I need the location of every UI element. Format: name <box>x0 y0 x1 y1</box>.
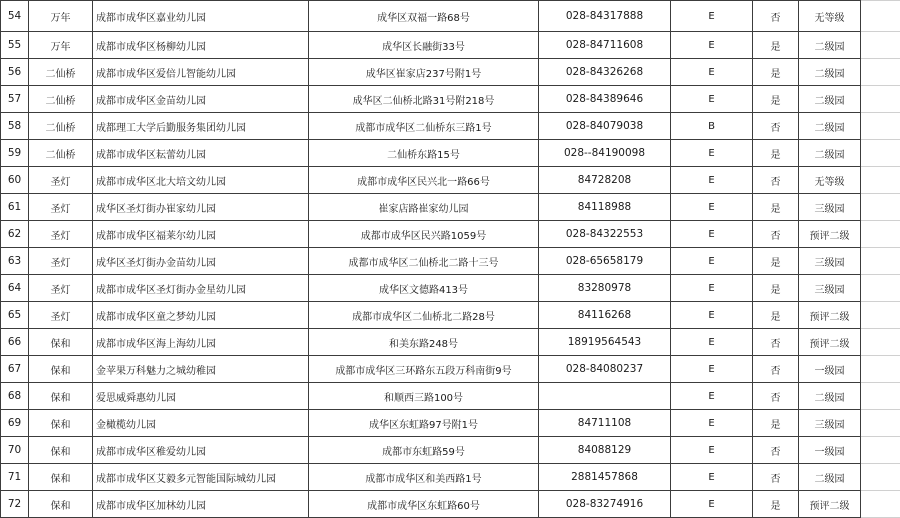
grade-level-cell: 二级园 <box>799 140 861 167</box>
empty-cell <box>861 32 900 59</box>
grade-level-cell: 无等级 <box>799 167 861 194</box>
phone-cell: 84711108 <box>539 410 671 437</box>
table-row <box>1 302 900 329</box>
table-row <box>1 491 900 518</box>
kindergarten-name-cell: 成华区圣灯街办崔家幼儿园 <box>93 194 309 221</box>
table-row <box>1 140 900 167</box>
row-number: 66 <box>1 329 29 356</box>
grade-level-cell: 预评二级 <box>799 491 861 518</box>
row-number: 65 <box>1 302 29 329</box>
kindergarten-name-cell: 成都市成华区耘蕾幼儿园 <box>93 140 309 167</box>
grade-level-cell: 二级园 <box>799 113 861 140</box>
street-cell: 保和 <box>29 464 93 491</box>
street-cell: 二仙桥 <box>29 59 93 86</box>
row-number: 57 <box>1 86 29 113</box>
kindergarten-name-cell: 成都市成华区福莱尔幼儿园 <box>93 221 309 248</box>
street-cell: 保和 <box>29 437 93 464</box>
yes-no-cell: 否 <box>753 1 799 32</box>
address-cell: 成都市成华区二仙桥东三路1号 <box>309 113 539 140</box>
kindergarten-name-cell: 金橄榄幼儿园 <box>93 410 309 437</box>
row-number: 64 <box>1 275 29 302</box>
street-cell: 圣灯 <box>29 248 93 275</box>
category-cell: E <box>671 140 753 167</box>
kindergarten-name-cell: 成华区圣灯街办金苗幼儿园 <box>93 248 309 275</box>
category-cell: E <box>671 275 753 302</box>
street-cell: 圣灯 <box>29 221 93 248</box>
street-cell: 圣灯 <box>29 302 93 329</box>
street-cell: 万年 <box>29 32 93 59</box>
street-cell: 圣灯 <box>29 167 93 194</box>
kindergarten-name-cell: 成都市成华区稚爱幼儿园 <box>93 437 309 464</box>
yes-no-cell: 是 <box>753 32 799 59</box>
kindergarten-name-cell: 金苹果万科魅力之城幼稚园 <box>93 356 309 383</box>
empty-cell <box>861 491 900 518</box>
yes-no-cell: 否 <box>753 356 799 383</box>
row-number: 69 <box>1 410 29 437</box>
grade-level-cell: 三级园 <box>799 248 861 275</box>
category-cell: E <box>671 383 753 410</box>
category-cell: E <box>671 221 753 248</box>
category-cell: E <box>671 491 753 518</box>
category-cell: E <box>671 329 753 356</box>
grade-level-cell: 预评二级 <box>799 221 861 248</box>
category-cell: E <box>671 302 753 329</box>
table-row <box>1 356 900 383</box>
table-row <box>1 167 900 194</box>
yes-no-cell: 是 <box>753 86 799 113</box>
phone-cell: 84116268 <box>539 302 671 329</box>
phone-cell: 028-84079038 <box>539 113 671 140</box>
table-row <box>1 410 900 437</box>
empty-cell <box>861 464 900 491</box>
yes-no-cell: 否 <box>753 167 799 194</box>
table-row <box>1 86 900 113</box>
phone-cell: 84728208 <box>539 167 671 194</box>
yes-no-cell: 否 <box>753 113 799 140</box>
table-row <box>1 221 900 248</box>
phone-cell: 028--84190098 <box>539 140 671 167</box>
address-cell: 成都市成华区东虹路60号 <box>309 491 539 518</box>
grade-level-cell: 三级园 <box>799 410 861 437</box>
grade-level-cell: 一级园 <box>799 356 861 383</box>
address-cell: 成都市成华区和美西路1号 <box>309 464 539 491</box>
category-cell: E <box>671 32 753 59</box>
row-number: 72 <box>1 491 29 518</box>
yes-no-cell: 是 <box>753 410 799 437</box>
empty-cell <box>861 59 900 86</box>
grade-level-cell: 二级园 <box>799 59 861 86</box>
table-row <box>1 437 900 464</box>
phone-cell: 2881457868 <box>539 464 671 491</box>
table-row <box>1 329 900 356</box>
address-cell: 成华区东虹路97号附1号 <box>309 410 539 437</box>
phone-cell: 18919564543 <box>539 329 671 356</box>
address-cell: 成都市成华区民兴路1059号 <box>309 221 539 248</box>
grade-level-cell: 二级园 <box>799 86 861 113</box>
category-cell: E <box>671 86 753 113</box>
grade-level-cell: 三级园 <box>799 194 861 221</box>
street-cell: 二仙桥 <box>29 113 93 140</box>
row-number: 67 <box>1 356 29 383</box>
table-row <box>1 194 900 221</box>
empty-cell <box>861 437 900 464</box>
empty-cell <box>861 221 900 248</box>
kindergarten-name-cell: 成都市成华区海上海幼儿园 <box>93 329 309 356</box>
kindergarten-name-cell: 成都市成华区爱倍儿智能幼儿园 <box>93 59 309 86</box>
yes-no-cell: 否 <box>753 464 799 491</box>
category-cell: E <box>671 1 753 32</box>
empty-cell <box>861 275 900 302</box>
kindergarten-name-cell: 成都市成华区童之梦幼儿园 <box>93 302 309 329</box>
empty-cell <box>861 167 900 194</box>
phone-cell: 028-84317888 <box>539 1 671 32</box>
empty-cell <box>861 329 900 356</box>
address-cell: 成华区双福一路68号 <box>309 1 539 32</box>
category-cell: E <box>671 356 753 383</box>
category-cell: E <box>671 194 753 221</box>
row-number: 61 <box>1 194 29 221</box>
address-cell: 和顺西三路100号 <box>309 383 539 410</box>
address-cell: 成都市东虹路59号 <box>309 437 539 464</box>
kindergarten-name-cell: 成都市成华区艾毅多元智能国际城幼儿园 <box>93 464 309 491</box>
table-row <box>1 383 900 410</box>
street-cell: 二仙桥 <box>29 140 93 167</box>
category-cell: E <box>671 248 753 275</box>
kindergarten-name-cell: 成都市成华区杨柳幼儿园 <box>93 32 309 59</box>
empty-cell <box>861 248 900 275</box>
row-number: 56 <box>1 59 29 86</box>
row-number: 58 <box>1 113 29 140</box>
yes-no-cell: 否 <box>753 221 799 248</box>
grade-level-cell: 二级园 <box>799 464 861 491</box>
kindergarten-name-cell: 爱思威舜惠幼儿园 <box>93 383 309 410</box>
empty-cell <box>861 410 900 437</box>
yes-no-cell: 是 <box>753 248 799 275</box>
yes-no-cell: 是 <box>753 275 799 302</box>
address-cell: 成华区长融街33号 <box>309 32 539 59</box>
yes-no-cell: 否 <box>753 383 799 410</box>
empty-cell <box>861 194 900 221</box>
yes-no-cell: 否 <box>753 329 799 356</box>
grade-level-cell: 无等级 <box>799 1 861 32</box>
grade-level-cell: 二级园 <box>799 383 861 410</box>
row-number: 71 <box>1 464 29 491</box>
grade-level-cell: 二级园 <box>799 32 861 59</box>
street-cell: 保和 <box>29 356 93 383</box>
address-cell: 成华区崔家店237号附1号 <box>309 59 539 86</box>
empty-cell <box>861 140 900 167</box>
yes-no-cell: 是 <box>753 140 799 167</box>
phone-cell: 028-83274916 <box>539 491 671 518</box>
street-cell: 二仙桥 <box>29 86 93 113</box>
address-cell: 成都市成华区二仙桥北二路28号 <box>309 302 539 329</box>
empty-cell <box>861 1 900 32</box>
empty-cell <box>861 86 900 113</box>
category-cell: E <box>671 59 753 86</box>
grade-level-cell: 预评二级 <box>799 302 861 329</box>
kindergarten-name-cell: 成都市成华区北大培文幼儿园 <box>93 167 309 194</box>
yes-no-cell: 是 <box>753 302 799 329</box>
street-cell: 保和 <box>29 491 93 518</box>
grade-level-cell: 预评二级 <box>799 329 861 356</box>
yes-no-cell: 是 <box>753 194 799 221</box>
table-row <box>1 59 900 86</box>
kindergarten-name-cell: 成都市成华区金苗幼儿园 <box>93 86 309 113</box>
phone-cell <box>539 383 671 410</box>
address-cell: 和美东路248号 <box>309 329 539 356</box>
empty-cell <box>861 113 900 140</box>
phone-cell: 83280978 <box>539 275 671 302</box>
kindergarten-name-cell: 成都市成华区圣灯街办金星幼儿园 <box>93 275 309 302</box>
category-cell: B <box>671 113 753 140</box>
phone-cell: 84088129 <box>539 437 671 464</box>
table-row <box>1 275 900 302</box>
address-cell: 崔家店路崔家幼儿园 <box>309 194 539 221</box>
table-row <box>1 32 900 59</box>
phone-cell: 028-84389646 <box>539 86 671 113</box>
phone-cell: 028-84322553 <box>539 221 671 248</box>
table-body <box>1 1 900 518</box>
kindergarten-name-cell: 成都市成华区嘉业幼儿园 <box>93 1 309 32</box>
kindergarten-name-cell: 成都市成华区加林幼儿园 <box>93 491 309 518</box>
row-number: 68 <box>1 383 29 410</box>
address-cell: 成都市成华区二仙桥北二路十三号 <box>309 248 539 275</box>
street-cell: 万年 <box>29 1 93 32</box>
grade-level-cell: 一级园 <box>799 437 861 464</box>
phone-cell: 84118988 <box>539 194 671 221</box>
category-cell: E <box>671 167 753 194</box>
row-number: 59 <box>1 140 29 167</box>
row-number: 55 <box>1 32 29 59</box>
street-cell: 圣灯 <box>29 194 93 221</box>
empty-cell <box>861 356 900 383</box>
table-row <box>1 113 900 140</box>
row-number: 70 <box>1 437 29 464</box>
table-row <box>1 1 900 32</box>
address-cell: 二仙桥东路15号 <box>309 140 539 167</box>
row-number: 63 <box>1 248 29 275</box>
street-cell: 保和 <box>29 383 93 410</box>
phone-cell: 028-84326268 <box>539 59 671 86</box>
phone-cell: 028-84711608 <box>539 32 671 59</box>
yes-no-cell: 是 <box>753 491 799 518</box>
empty-cell <box>861 302 900 329</box>
street-cell: 圣灯 <box>29 275 93 302</box>
row-number: 60 <box>1 167 29 194</box>
yes-no-cell: 是 <box>753 59 799 86</box>
table-row <box>1 464 900 491</box>
empty-cell <box>861 383 900 410</box>
category-cell: E <box>671 464 753 491</box>
street-cell: 保和 <box>29 410 93 437</box>
category-cell: E <box>671 437 753 464</box>
grade-level-cell: 三级园 <box>799 275 861 302</box>
table-row <box>1 248 900 275</box>
phone-cell: 028-84080237 <box>539 356 671 383</box>
address-cell: 成华区二仙桥北路31号附218号 <box>309 86 539 113</box>
kindergarten-name-cell: 成都理工大学后勤服务集团幼儿园 <box>93 113 309 140</box>
phone-cell: 028-65658179 <box>539 248 671 275</box>
address-cell: 成都市成华区民兴北一路66号 <box>309 167 539 194</box>
yes-no-cell: 否 <box>753 437 799 464</box>
address-cell: 成华区文德路413号 <box>309 275 539 302</box>
address-cell: 成都市成华区三环路东五段万科南街9号 <box>309 356 539 383</box>
category-cell: E <box>671 410 753 437</box>
row-number: 54 <box>1 1 29 32</box>
street-cell: 保和 <box>29 329 93 356</box>
row-number: 62 <box>1 221 29 248</box>
